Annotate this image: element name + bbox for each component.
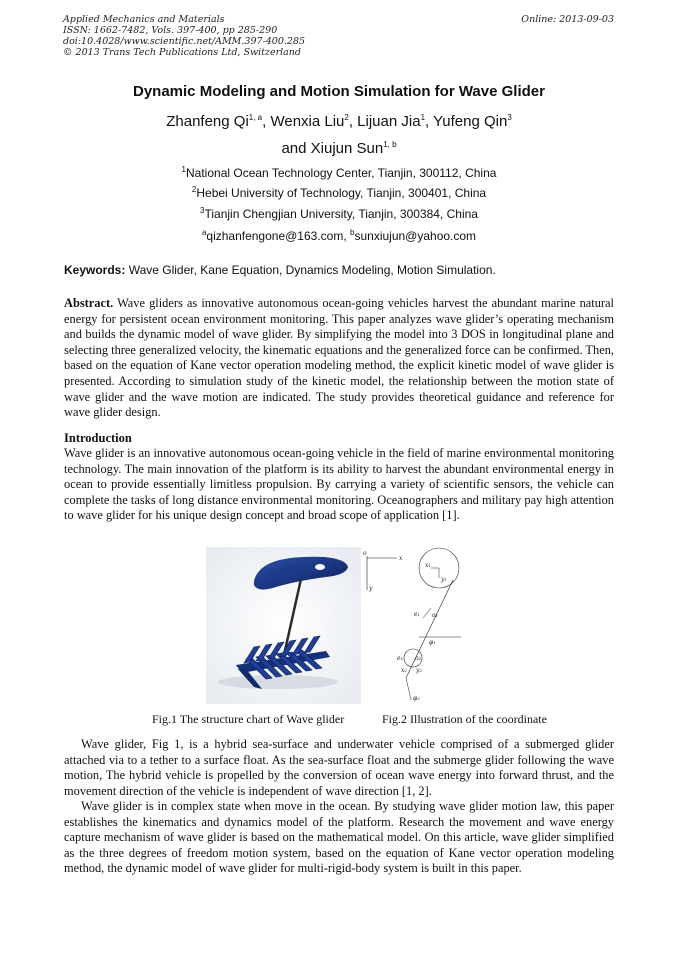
- tether-line: [406, 580, 453, 678]
- keywords-label: Keywords:: [64, 263, 126, 277]
- author-name: , Lijuan Jia: [348, 113, 421, 130]
- author-line-1: [0, 113, 678, 130]
- section-heading-introduction: Introduction: [64, 431, 132, 445]
- abstract: [64, 296, 614, 421]
- origin-label: o: [363, 550, 367, 557]
- y1-label: y₁: [441, 576, 447, 583]
- author-name: , Wenxia Liu: [262, 113, 345, 130]
- email-link[interactable]: sunxiujun@yahoo.com: [354, 229, 477, 243]
- author-sup: 3: [507, 113, 512, 122]
- author-sup: 1, a: [248, 113, 263, 122]
- intro-paragraph-2: Wave glider, Fig 1, is a hybrid sea-surface and underwater vehicle comprised of a submerged glider attached via to a tether to a surface float. As the sea-surface float and the submerge glider following the wave motion, The hybrid vehicle is propelled by the conversion of ocean wave energy into forward thrust, and the movement direction of the vehicle is independent of wave direction [1, 2].: [64, 737, 614, 798]
- doi: doi:10.4028/www.scientific.net/AMM.397-400.285: [63, 36, 306, 47]
- affiliation-2: $^2$Hebei University of Technology, Tianjin, 300401, China: [191, 185, 487, 200]
- o1-label: o₁: [432, 612, 439, 619]
- y-axis-label: y: [369, 585, 373, 592]
- journal-header: [63, 14, 305, 58]
- author-sup: 1, b: [383, 140, 397, 149]
- author-emails: $^a$qizhanfengone@163.com, $^b$sunxiujun@yahoo.com: [201, 228, 477, 243]
- online-date: Online: 2013-09-03: [521, 14, 614, 25]
- coordinate-diagram: [361, 538, 476, 706]
- abstract-label: Abstract.: [64, 296, 114, 310]
- glider-shadow: [218, 675, 338, 689]
- wave-glider-figure: [206, 547, 361, 704]
- copyright: © 2013 Trans Tech Publications Ltd, Switzerland: [63, 47, 302, 58]
- author-sup: 1: [420, 113, 426, 122]
- email-link[interactable]: qizhanfengone@163.com,: [206, 229, 351, 243]
- abstract-text: Wave gliders as innovative autonomous ocean-going vehicles harvest the abundant marine natural energy for persistent ocean environment monitoring. This paper analyzes wave glider’s operating mechanism and builds the dynamic model of wave glider. By simplifying the model into 3 DOS in longitudinal plane and selecting three generalized velocity, the kinematic equations and the generalized force can be confirmed. Then, based on the equation of Kane vector operation modeling method, the explicit kinetic model of wave glider is presented. According to simulation study of the kinetic model, the relationship between the motion state of wave glider and the wave motion are indicated. The study provides theoretical guidance and reference for wave glider design.: [64, 296, 614, 420]
- issn: ISSN: 1662-7482, Vols. 397-400, pp 285-290: [63, 25, 278, 36]
- keywords: [64, 263, 496, 277]
- author-name: and Xiujun Sun: [281, 140, 384, 157]
- author-name: , Yufeng Qin: [425, 113, 508, 130]
- figure-2-caption: Fig.2 Illustration of the coordinate: [382, 712, 547, 726]
- journal-name: Applied Mechanics and Materials: [63, 14, 225, 25]
- intro-paragraph-3: Wave glider is in complex state when move in the ocean. By studying wave glider motion law, this paper establishes the kinematics and dynamics model of the platform. Research the movement and wave energy capture mechanism of wave glider is based on the mathematical model. On this article, wave glider simplified as the three degrees of freedom motion system, based on the equation of Kane vector operation modeling method, the dynamic model of wave glider for multi-rigid-body system is built in this paper.: [64, 799, 614, 876]
- phi2-ref-line: [406, 678, 411, 700]
- float-dome: [315, 564, 325, 570]
- author-sup: 2: [344, 113, 349, 122]
- keywords-text: Wave Glider, Kane Equation, Dynamics Modeling, Motion Simulation.: [125, 263, 496, 277]
- intro-paragraph-1: Wave glider is an innovative autonomous ocean-going vehicle in the field of marine environmental monitoring technology. The main innovation of the platform is its ability to harvest the abundant environmental energy in ocean to provide essentially limitless propulsion. By carrying a variety of scientific sensors, the vehicle can complete the tasks of long distance environmental monitoring. Oceanographers and military pay high attention to wave glider for his unique design concept and broad scope of application [1].: [64, 446, 614, 523]
- figure-1-caption: Fig.1 The structure chart of Wave glider: [152, 712, 345, 726]
- affiliation-1: $^1$National Ocean Technology Center, Tianjin, 300112, China: [181, 165, 497, 180]
- paper-title: Dynamic Modeling and Motion Simulation for Wave Glider: [133, 83, 545, 100]
- phi1-label: φ₁: [429, 639, 436, 646]
- x2-label: x₂: [401, 667, 407, 674]
- e1-vector: [423, 608, 431, 618]
- author-name: Zhanfeng Qi: [166, 113, 249, 130]
- x-axis-label: x: [399, 555, 403, 562]
- affiliation-3: $^3$Tianjin Chengjian University, Tianjin, 300384, China: [200, 206, 478, 221]
- phi2-label: φ₂: [413, 695, 420, 702]
- e2-label: e₂: [397, 655, 403, 662]
- author-line-2: [0, 140, 678, 157]
- o2-label: o₂: [415, 655, 422, 662]
- x1-label: x₁: [425, 562, 431, 569]
- y2-label: y₂: [416, 667, 422, 674]
- e1-label: e₁: [414, 611, 420, 618]
